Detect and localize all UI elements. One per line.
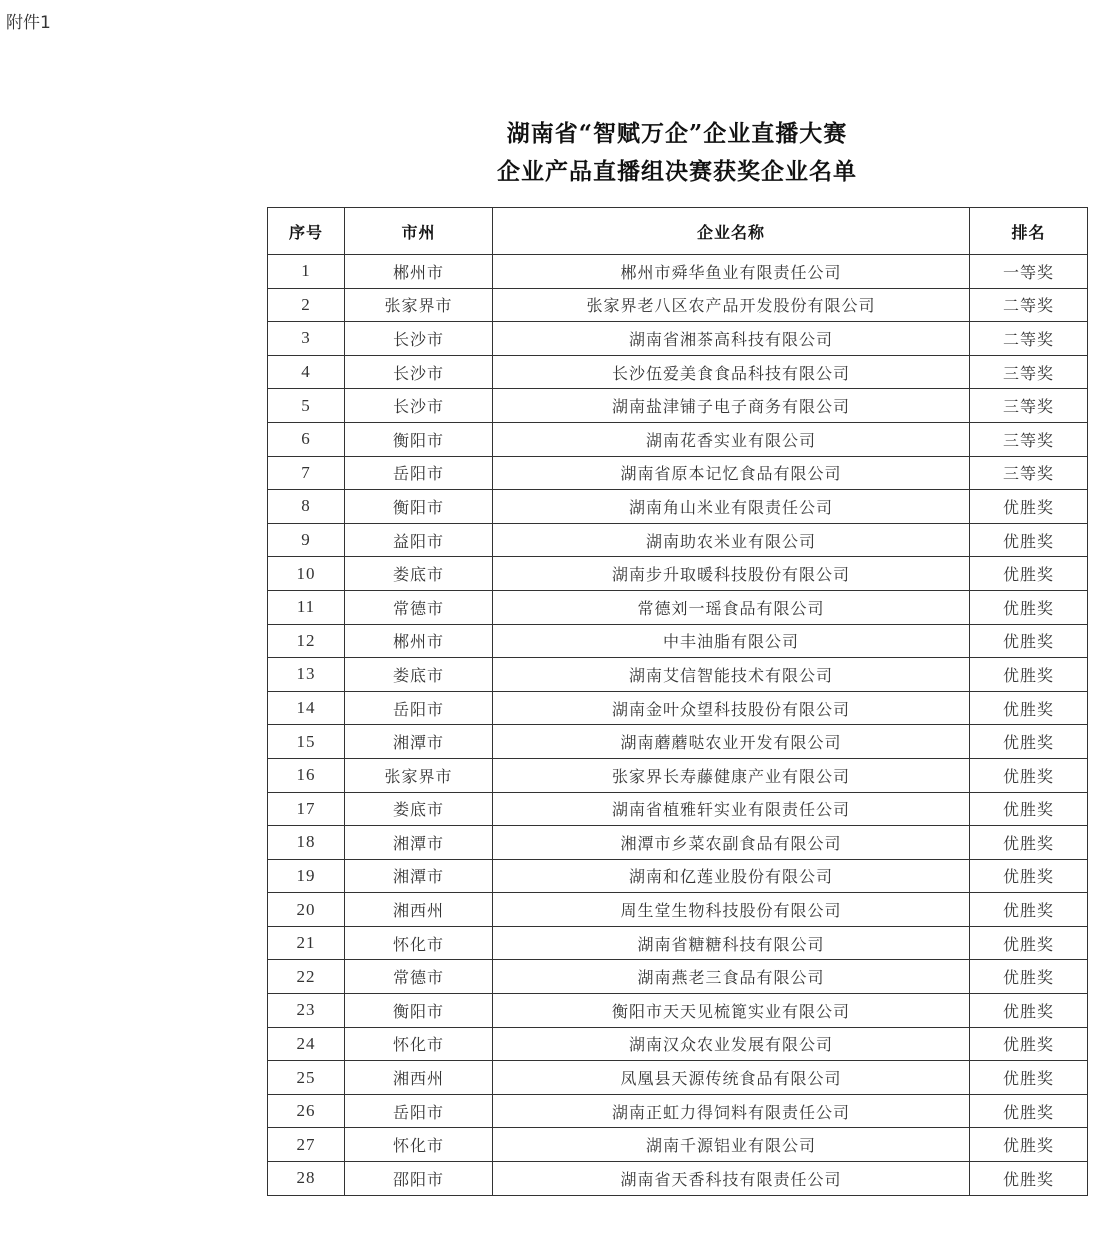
- cell-ranking: 优胜奖: [970, 490, 1088, 524]
- cell-ranking: 优胜奖: [970, 523, 1088, 557]
- cell-company-name: 湖南省湘茶高科技有限公司: [493, 322, 970, 356]
- cell-company-name: 湖南盐津铺子电子商务有限公司: [493, 389, 970, 423]
- cell-serial-number: 20: [268, 893, 345, 927]
- cell-ranking: 优胜奖: [970, 960, 1088, 994]
- cell-ranking: 优胜奖: [970, 1128, 1088, 1162]
- cell-serial-number: 5: [268, 389, 345, 423]
- cell-serial-number: 25: [268, 1061, 345, 1095]
- cell-serial-number: 21: [268, 926, 345, 960]
- header-serial-number: 序号: [268, 208, 345, 255]
- table-row: [268, 389, 1088, 423]
- cell-company-name: 湖南千源铝业有限公司: [493, 1128, 970, 1162]
- cell-ranking: 优胜奖: [970, 1027, 1088, 1061]
- table-row: [268, 490, 1088, 524]
- cell-company-name: 湖南步升取暖科技股份有限公司: [493, 557, 970, 591]
- cell-serial-number: 10: [268, 557, 345, 591]
- table-row: [268, 422, 1088, 456]
- cell-ranking: 优胜奖: [970, 1162, 1088, 1196]
- table-row: [268, 725, 1088, 759]
- cell-city: 常德市: [345, 590, 493, 624]
- cell-ranking: 优胜奖: [970, 1061, 1088, 1095]
- cell-city: 郴州市: [345, 255, 493, 289]
- cell-city: 益阳市: [345, 523, 493, 557]
- cell-company-name: 常德刘一瑶食品有限公司: [493, 590, 970, 624]
- cell-company-name: 张家界老八区农产品开发股份有限公司: [493, 288, 970, 322]
- cell-ranking: 优胜奖: [970, 624, 1088, 658]
- cell-serial-number: 23: [268, 994, 345, 1028]
- header-ranking: 排名: [970, 208, 1088, 255]
- winners-table: [267, 207, 1088, 1196]
- cell-company-name: 湖南艾信智能技术有限公司: [493, 658, 970, 692]
- cell-city: 常德市: [345, 960, 493, 994]
- table-row: [268, 322, 1088, 356]
- cell-ranking: 优胜奖: [970, 826, 1088, 860]
- document-title: 湖南省“智赋万企”企业直播大赛: [506, 120, 848, 147]
- cell-ranking: 三等奖: [970, 355, 1088, 389]
- table-body: [268, 255, 1088, 1196]
- cell-serial-number: 19: [268, 859, 345, 893]
- cell-city: 湘西州: [345, 893, 493, 927]
- cell-city: 长沙市: [345, 322, 493, 356]
- cell-city: 湘西州: [345, 1061, 493, 1095]
- cell-ranking: 三等奖: [970, 422, 1088, 456]
- table-row: [268, 758, 1088, 792]
- table-row: [268, 1061, 1088, 1095]
- cell-ranking: 优胜奖: [970, 994, 1088, 1028]
- cell-serial-number: 9: [268, 523, 345, 557]
- document-subtitle: 企业产品直播组决赛获奖企业名单: [497, 158, 857, 185]
- cell-serial-number: 17: [268, 792, 345, 826]
- cell-ranking: 优胜奖: [970, 590, 1088, 624]
- table-row: [268, 893, 1088, 927]
- cell-company-name: 郴州市舜华鱼业有限责任公司: [493, 255, 970, 289]
- cell-serial-number: 12: [268, 624, 345, 658]
- cell-ranking: 优胜奖: [970, 658, 1088, 692]
- cell-city: 邵阳市: [345, 1162, 493, 1196]
- cell-company-name: 湖南省天香科技有限责任公司: [493, 1162, 970, 1196]
- attachment-label: 附件1: [6, 13, 51, 33]
- cell-ranking: 二等奖: [970, 322, 1088, 356]
- cell-city: 衡阳市: [345, 490, 493, 524]
- cell-ranking: 三等奖: [970, 456, 1088, 490]
- cell-company-name: 湖南省原本记忆食品有限公司: [493, 456, 970, 490]
- cell-city: 长沙市: [345, 389, 493, 423]
- cell-ranking: 优胜奖: [970, 859, 1088, 893]
- cell-company-name: 衡阳市天天见梳篦实业有限公司: [493, 994, 970, 1028]
- cell-serial-number: 11: [268, 590, 345, 624]
- cell-city: 岳阳市: [345, 1094, 493, 1128]
- cell-serial-number: 27: [268, 1128, 345, 1162]
- cell-company-name: 湖南和亿莲业股份有限公司: [493, 859, 970, 893]
- table-row: [268, 624, 1088, 658]
- cell-serial-number: 4: [268, 355, 345, 389]
- cell-company-name: 湖南省糖糖科技有限公司: [493, 926, 970, 960]
- cell-company-name: 湖南蘑蘑哒农业开发有限公司: [493, 725, 970, 759]
- cell-ranking: 优胜奖: [970, 1094, 1088, 1128]
- table-row: [268, 523, 1088, 557]
- cell-city: 湘潭市: [345, 859, 493, 893]
- cell-ranking: 优胜奖: [970, 893, 1088, 927]
- cell-serial-number: 22: [268, 960, 345, 994]
- cell-ranking: 三等奖: [970, 389, 1088, 423]
- table-row: [268, 792, 1088, 826]
- cell-city: 岳阳市: [345, 456, 493, 490]
- cell-city: 怀化市: [345, 1128, 493, 1162]
- cell-serial-number: 24: [268, 1027, 345, 1061]
- table-row: [268, 926, 1088, 960]
- cell-serial-number: 6: [268, 422, 345, 456]
- cell-ranking: 优胜奖: [970, 926, 1088, 960]
- cell-company-name: 中丰油脂有限公司: [493, 624, 970, 658]
- cell-city: 郴州市: [345, 624, 493, 658]
- cell-serial-number: 14: [268, 691, 345, 725]
- cell-city: 湘潭市: [345, 725, 493, 759]
- cell-company-name: 湖南省植雅轩实业有限责任公司: [493, 792, 970, 826]
- cell-company-name: 凤凰县天源传统食品有限公司: [493, 1061, 970, 1095]
- cell-city: 湘潭市: [345, 826, 493, 860]
- table-row: [268, 859, 1088, 893]
- cell-serial-number: 26: [268, 1094, 345, 1128]
- table-row: [268, 255, 1088, 289]
- cell-city: 娄底市: [345, 658, 493, 692]
- cell-ranking: 优胜奖: [970, 758, 1088, 792]
- cell-city: 娄底市: [345, 792, 493, 826]
- cell-ranking: 优胜奖: [970, 725, 1088, 759]
- cell-city: 长沙市: [345, 355, 493, 389]
- cell-serial-number: 1: [268, 255, 345, 289]
- cell-city: 怀化市: [345, 926, 493, 960]
- table-row: [268, 994, 1088, 1028]
- table-row: [268, 658, 1088, 692]
- cell-city: 张家界市: [345, 288, 493, 322]
- cell-ranking: 优胜奖: [970, 792, 1088, 826]
- cell-company-name: 周生堂生物科技股份有限公司: [493, 893, 970, 927]
- cell-company-name: 湖南燕老三食品有限公司: [493, 960, 970, 994]
- table-row: [268, 557, 1088, 591]
- cell-ranking: 一等奖: [970, 255, 1088, 289]
- table-row: [268, 826, 1088, 860]
- table-row: [268, 1128, 1088, 1162]
- cell-company-name: 湖南助农米业有限公司: [493, 523, 970, 557]
- table-row: [268, 960, 1088, 994]
- cell-serial-number: 2: [268, 288, 345, 322]
- cell-city: 岳阳市: [345, 691, 493, 725]
- cell-serial-number: 15: [268, 725, 345, 759]
- cell-ranking: 优胜奖: [970, 691, 1088, 725]
- table-row: [268, 288, 1088, 322]
- cell-city: 怀化市: [345, 1027, 493, 1061]
- table-row: [268, 590, 1088, 624]
- cell-company-name: 湖南正虹力得饲料有限责任公司: [493, 1094, 970, 1128]
- cell-serial-number: 8: [268, 490, 345, 524]
- cell-city: 衡阳市: [345, 422, 493, 456]
- table-row: [268, 1162, 1088, 1196]
- cell-serial-number: 16: [268, 758, 345, 792]
- cell-serial-number: 18: [268, 826, 345, 860]
- cell-ranking: 优胜奖: [970, 557, 1088, 591]
- table-row: [268, 1094, 1088, 1128]
- cell-serial-number: 28: [268, 1162, 345, 1196]
- cell-city: 娄底市: [345, 557, 493, 591]
- cell-serial-number: 7: [268, 456, 345, 490]
- cell-city: 张家界市: [345, 758, 493, 792]
- table-row: [268, 456, 1088, 490]
- cell-company-name: 长沙伍爱美食食品科技有限公司: [493, 355, 970, 389]
- cell-company-name: 湖南汉众农业发展有限公司: [493, 1027, 970, 1061]
- cell-serial-number: 3: [268, 322, 345, 356]
- table-row: [268, 355, 1088, 389]
- header-company-name: 企业名称: [493, 208, 970, 255]
- cell-city: 衡阳市: [345, 994, 493, 1028]
- header-city: 市州: [345, 208, 493, 255]
- cell-company-name: 湖南金叶众望科技股份有限公司: [493, 691, 970, 725]
- table-row: [268, 691, 1088, 725]
- cell-serial-number: 13: [268, 658, 345, 692]
- cell-company-name: 湖南花香实业有限公司: [493, 422, 970, 456]
- cell-company-name: 张家界长寿藤健康产业有限公司: [493, 758, 970, 792]
- cell-company-name: 湘潭市乡菜农副食品有限公司: [493, 826, 970, 860]
- table-header-row: [268, 208, 1088, 255]
- cell-ranking: 二等奖: [970, 288, 1088, 322]
- table-row: [268, 1027, 1088, 1061]
- cell-company-name: 湖南角山米业有限责任公司: [493, 490, 970, 524]
